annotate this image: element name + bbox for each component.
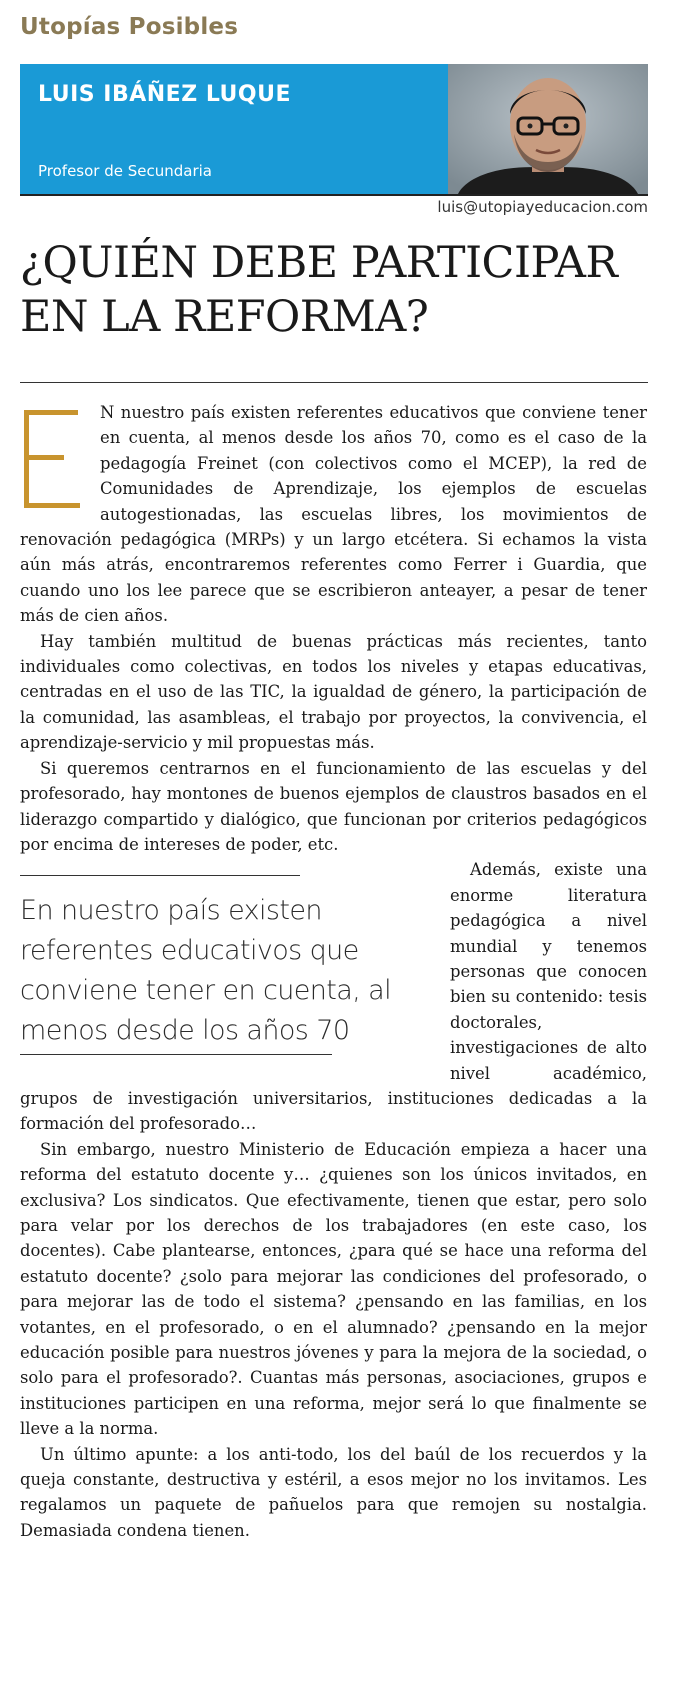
paragraph-4: Además, existe una enorme literatura pedagógica a nivel mundial y tenemos personas que conocen bien su contenido: tesis doctorales, investigaciones de alto nivel académico, grupos de investigación universitarios, instituciones dedicadas a la formación del profesorado… xyxy=(20,860,647,1134)
paragraph-1: N nuestro país existen referentes educativos que conviene tener en cuenta, al menos desde los años 70, como es el caso de la pedagogía Freinet (con colectivos como el MCEP), la red de Comunidades de Aprendizaje, los ejemplos de escuelas autogestionadas, las escuelas libres, los movimientos de renovación pedagógica (MRPs) y un largo etcétera. Si echamos la vista aún más atrás, encontraremos referentes como Ferrer i Guardia, que cuando uno los lee parece que se escribieron anteayer, a pesar de tener más de cien años. xyxy=(20,403,647,626)
paragraph-6: Un último apunte: a los anti-todo, los del baúl de los recuerdos y la queja constante, destructiva y estéril, a esos mejor no los invitamos. Les regalamos un paquete de pañuelos para que remojen su nostalgia. Demasiada condena tienen. xyxy=(20,1444,647,1540)
author-banner xyxy=(20,64,648,194)
paragraph-3: Si queremos centrarnos en el funcionamiento de las escuelas y del profesorado, hay montones de buenos ejemplos de claustros basados en el liderazgo compartido y dialógico, que funcionan por criterios pedagógicos por encima de intereses de poder, etc. xyxy=(20,758,647,854)
author-role: Profesor de Secundaria xyxy=(38,162,213,180)
author-portrait xyxy=(448,64,648,194)
pull-quote-text: En nuestro país existen referentes educativos que conviene tener en cuenta, al menos desde los años 70 xyxy=(20,895,392,1047)
paragraph-2: Hay también multitud de buenas prácticas más recientes, tanto individuales como colectivas, en todos los niveles y etapas educativas, centradas en el uso de las TIC, la igualdad de género, la participación de la comunidad, las asambleas, el trabajo por proyectos, la convivencia, el aprendizaje-servicio y mil propuestas más. xyxy=(20,631,647,753)
pull-quote xyxy=(0,857,432,1073)
headline-rule xyxy=(20,382,648,383)
section-title: Utopías Posibles xyxy=(20,14,239,40)
dropcap-letter-e xyxy=(20,406,90,512)
author-email: luis@utopiayeducacion.com xyxy=(437,198,648,216)
banner-divider xyxy=(20,194,648,196)
headline: ¿QUIÉN DEBE PARTICIPAR EN LA REFORMA? xyxy=(20,238,618,342)
paragraph-5: Sin embargo, nuestro Ministerio de Educación empieza a hacer una reforma del estatuto docente y… ¿quienes son los únicos invitados, en exclusiva? Los sindicatos. Que efectivamente, tienen que estar, pero solo para velar por los derechos de los trabajadores (en este caso, los docentes). Cabe plantearse, entonces, ¿para qué se hace una reforma del estatuto docente? ¿solo para mejorar las condiciones del profesorado, o para mejorar las de todo el sistema? ¿pensando en las familias, en los votantes, en el profesorado, o en el alumnado? ¿pensando en la mejor educación posible para nuestros jóvenes y para la mejora de la sociedad, o solo para el profesorado?. Cuantas más personas, asociaciones, grupos e instituciones participen en una reforma, mejor será lo que finalmente se lleve a la norma. xyxy=(20,1139,647,1439)
article-body xyxy=(20,400,647,1543)
author-name: LUIS IBÁÑEZ LUQUE xyxy=(38,82,292,107)
pull-quote-rule-bottom xyxy=(20,1054,332,1055)
pull-quote-rule-top xyxy=(20,875,300,876)
